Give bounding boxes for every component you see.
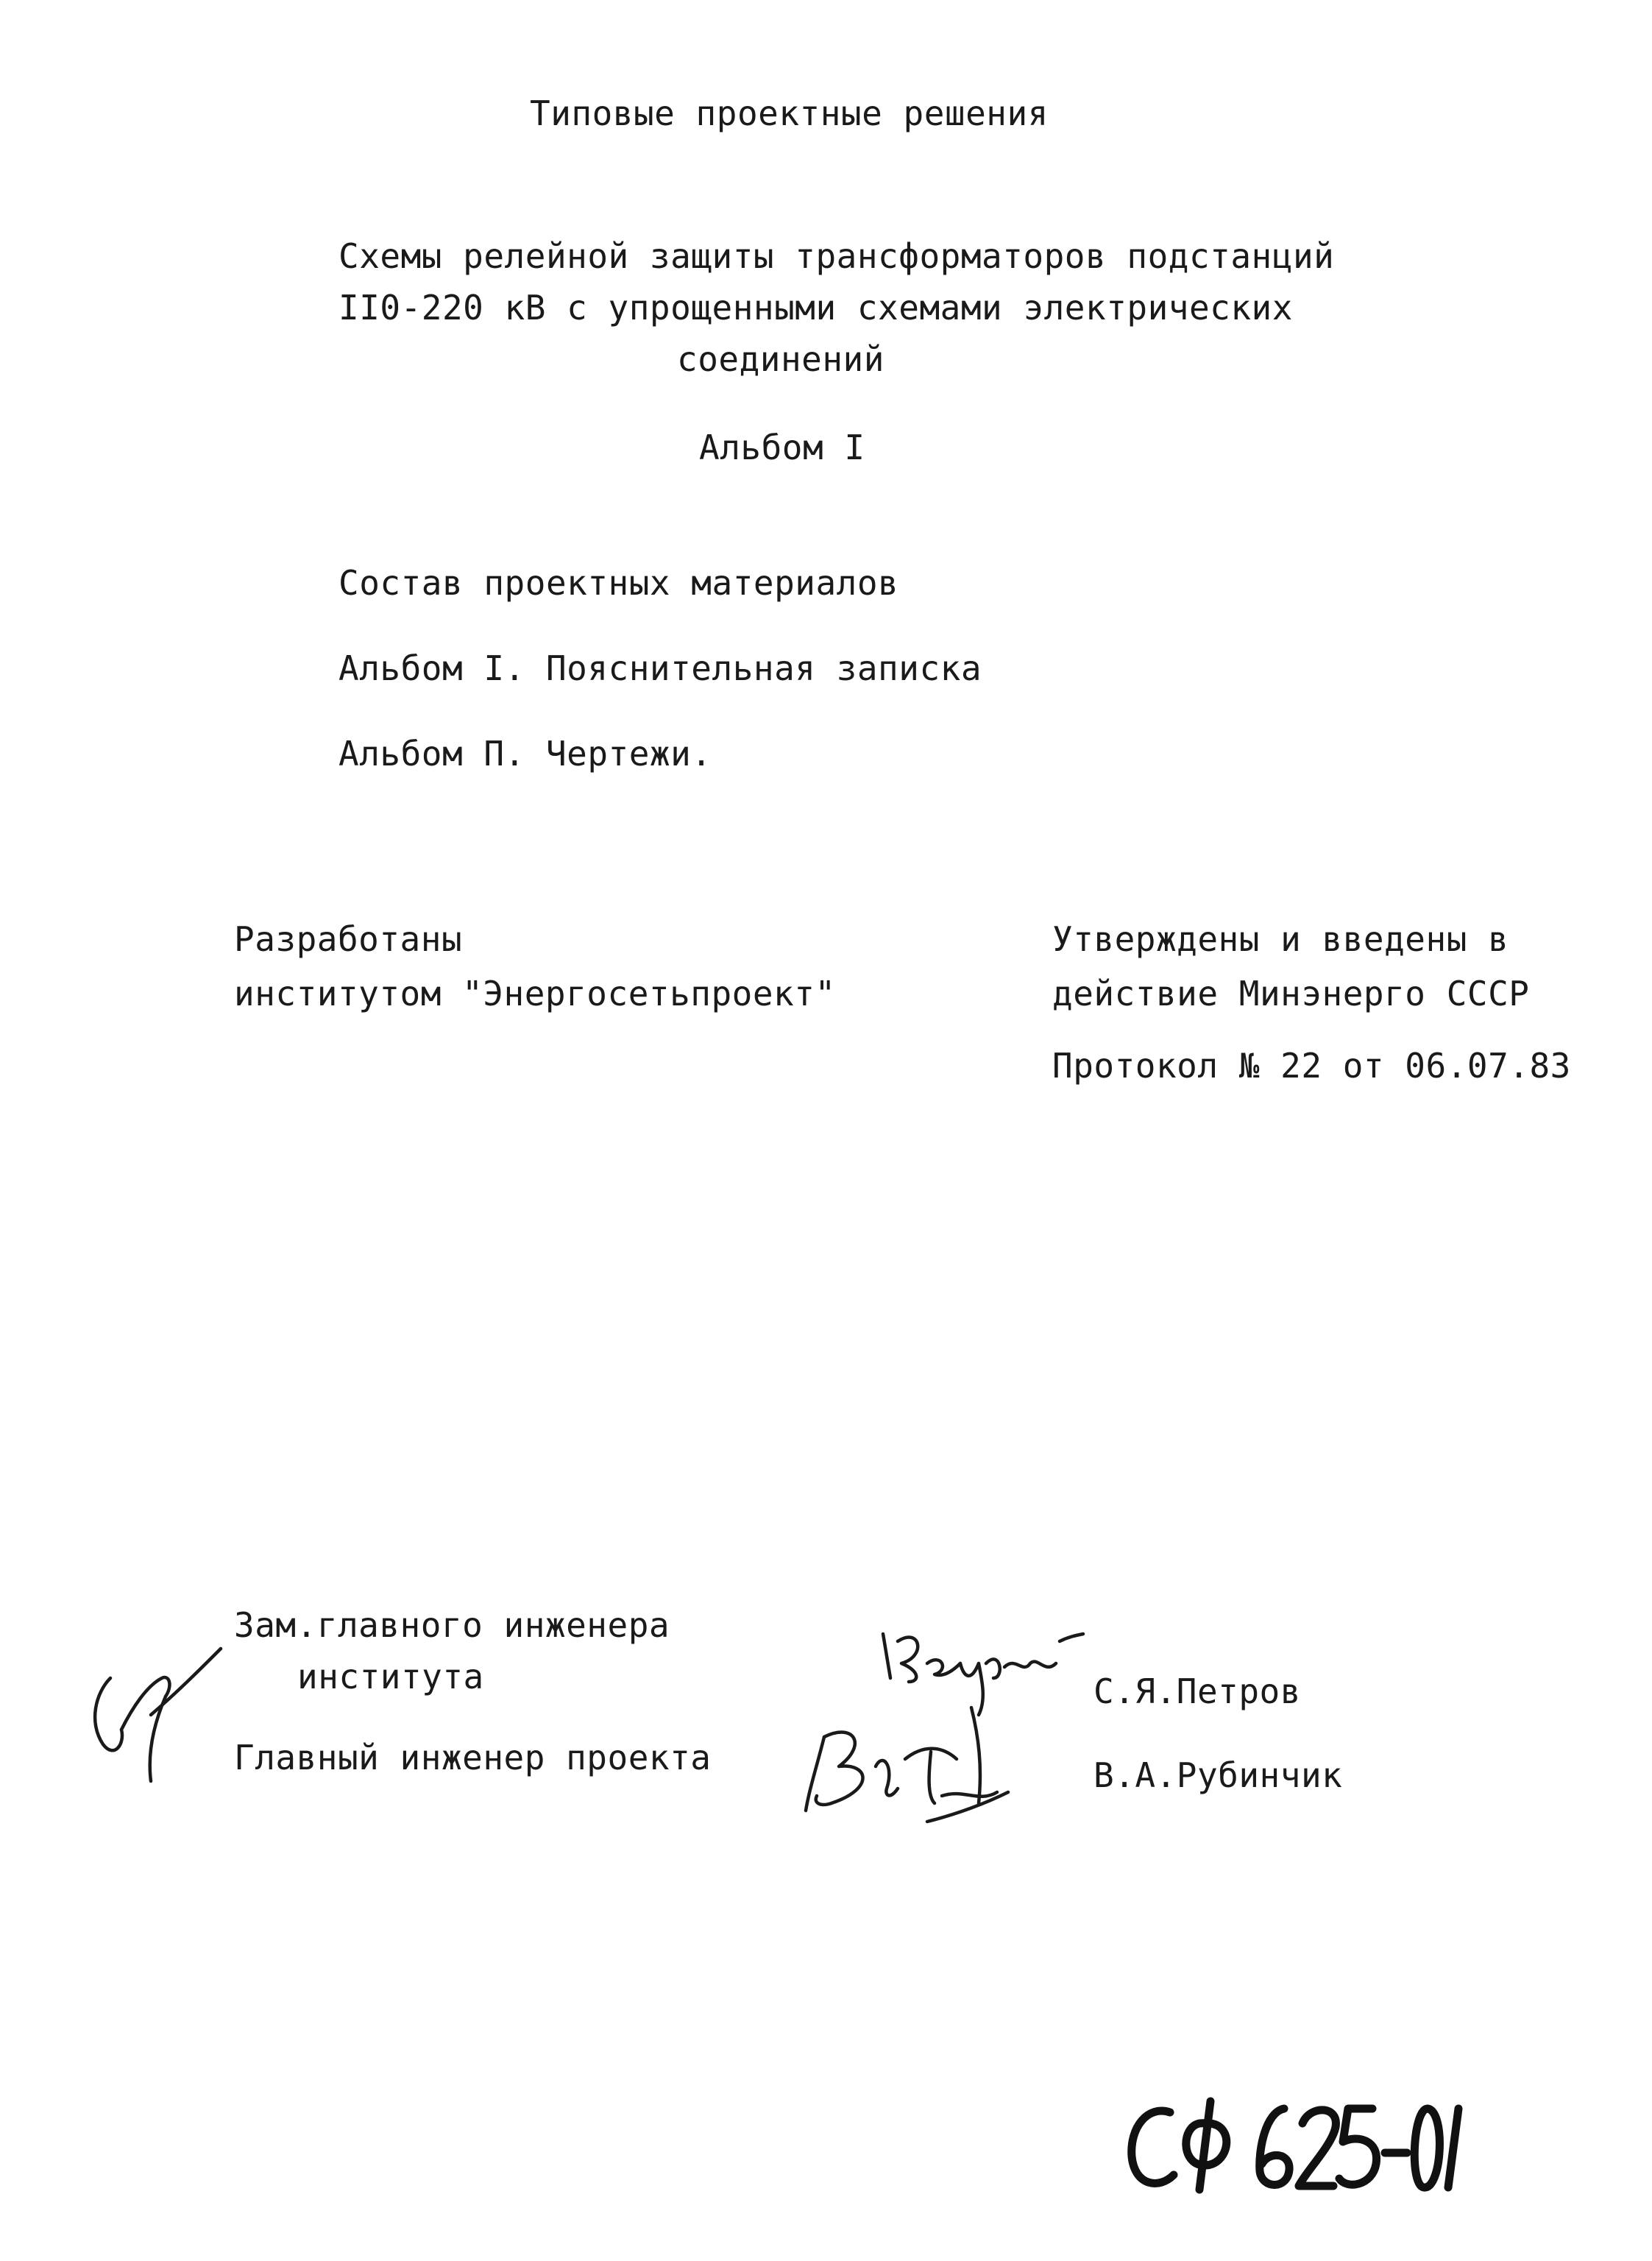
signatory-2-name: В.А.Рубинчик [1093, 1755, 1343, 1795]
developer-line-1: Разработаны [234, 919, 463, 959]
signatory-2-position: Главный инженер проекта [234, 1738, 712, 1777]
signatory-1-name: С.Я.Петров [1093, 1671, 1301, 1711]
approval-protocol: Протокол № 22 от 06.07.83 [1052, 1046, 1571, 1086]
signature-rubinchik [795, 1693, 1045, 1825]
contents-item-2: Альбом П. Чертежи. [338, 734, 712, 774]
album-number: Альбом I [699, 428, 865, 467]
document-code-stamp [1119, 2083, 1472, 2201]
document-title-line-3: соединений [677, 339, 885, 379]
document-title-line-2: II0-220 кВ с упрощенными схемами электрических [338, 288, 1293, 328]
signatory-1-position-line-1: Зам.главного инженера [234, 1605, 670, 1645]
developer-line-2: институтом "Энергосетьпроект" [234, 974, 836, 1013]
document-title-line-1: Схемы релейной защиты трансформаторов подстанций [338, 236, 1335, 276]
signatory-1-position-line-2: института [297, 1657, 484, 1696]
series-title: Типовые проектные решения [530, 93, 1049, 133]
handwritten-initials-signature [81, 1634, 228, 1796]
contents-item-1: Альбом I. Пояснительная записка [338, 648, 982, 688]
contents-heading: Состав проектных материалов [338, 563, 899, 603]
approval-line-2: действие Минэнерго СССР [1052, 974, 1530, 1013]
approval-line-1: Утверждены и введены в [1052, 919, 1509, 959]
